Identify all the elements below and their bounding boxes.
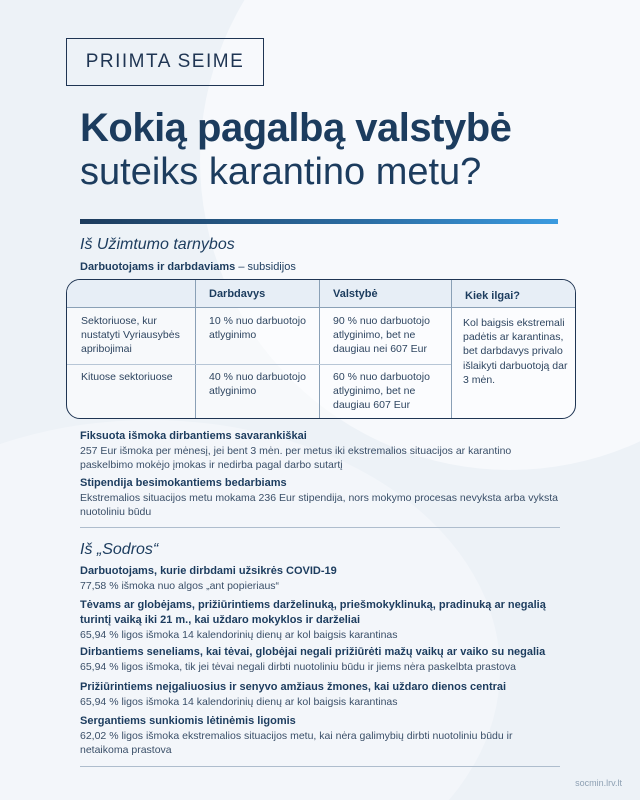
section-heading-employment: Iš Užimtumo tarnybos: [80, 236, 235, 253]
item-text: 65,94 % ligos išmoka 14 kalendorinių dienų ar kol baigsis karantinas: [80, 695, 398, 708]
table-header-duration: Kiek ilgai?: [465, 290, 521, 302]
item-text: 65,94 % ligos išmoka, tik jei tėvai negali dirbti nuotoliniu būdu ir jiems nėra paskelbta prastova: [80, 660, 516, 673]
item-heading: Dirbantiems seneliams, kai tėvai, globėjai negali prižiūrėti mažų vaikų ar vaiko su negalia: [80, 646, 546, 658]
title-line-1: Kokią pagalbą valstybė: [80, 106, 512, 150]
item-heading: Tėvams ar globėjams, prižiūrintiems darželinuką, priešmokyklinuką, pradinuką ar negalią turintį vaiką iki 21 m., kai uždaro mokyklos ir darželiai: [80, 599, 546, 626]
item-text: Ekstremalios situacijos metu mokama 236 Eur stipendija, nors mokymo procesas nevyksta arba vyksta nuotoliniu būdu: [80, 491, 558, 519]
status-badge: PRIIMTA SEIME: [66, 38, 264, 86]
table-header-state: Valstybė: [333, 288, 378, 300]
table-divider: [319, 280, 320, 419]
table-cell-employer: 40 % nuo darbuotojo atlyginimo: [209, 371, 306, 398]
table-row-label: Kituose sektoriuose: [81, 371, 173, 383]
item-heading: Fiksuota išmoka dirbantiems savarankiškai: [80, 430, 307, 442]
table-caption: [80, 261, 296, 273]
table-header-employer: Darbdavys: [209, 288, 266, 300]
item-text: 62,02 % ligos išmoka ekstremalios situacijos metu, kai nėra galimybių dirbti nuotoliniu būdu ir netaikoma prastova: [80, 729, 513, 757]
table-cell-state: 60 % nuo darbuotojo atlyginimo, bet ne daugiau 607 Eur: [333, 371, 430, 412]
item-heading: Prižiūrintiems neįgaliuosius ir senyvo amžiaus žmones, kai uždaro dienos centrai: [80, 681, 507, 693]
section-heading-sodra: Iš „Sodros“: [80, 541, 159, 558]
table-divider: [67, 364, 451, 365]
item-heading: Darbuotojams, kurie dirbdami užsikrės COVID-19: [80, 565, 337, 577]
list-item: [80, 645, 560, 674]
list-item: [80, 476, 560, 519]
item-text: 77,58 % išmoka nuo algos „ant popieriaus“: [80, 579, 280, 592]
table-cell-state: 90 % nuo darbuotojo atlyginimo, bet ne daugiau nei 607 Eur: [333, 315, 430, 356]
list-item: [80, 680, 560, 709]
item-text: 257 Eur išmoka per mėnesį, jei bent 3 mėn. per metus iki ekstremalios situacijos ar karantino paskelbimo mokėjo įmokas ir nedirba pagal darbo sutartį: [80, 444, 512, 472]
table-cell-duration: Kol baigsis ekstremali padėtis ar karantinas, bet darbdavys privalo išlaikyti darbuotoją dar 3 mėn.: [463, 317, 568, 386]
section-divider: [80, 766, 560, 767]
list-item: [80, 429, 560, 472]
item-text: 65,94 % ligos išmoka 14 kalendorinių dienų ar kol baigsis karantinas: [80, 628, 398, 641]
title-line-2: suteiks karantino metu?: [80, 150, 482, 193]
table-divider: [451, 280, 452, 419]
table-row-label: Sektoriuose, kur nustatyti Vyriausybės apribojimai: [81, 315, 180, 356]
title-underline: [80, 219, 558, 224]
item-heading: Stipendija besimokantiems bedarbiams: [80, 477, 287, 489]
footer-url: socmin.lrv.lt: [575, 778, 622, 788]
list-item: [80, 564, 560, 593]
subsidy-table: [66, 279, 576, 419]
table-divider: [195, 280, 196, 419]
table-cell-employer: 10 % nuo darbuotojo atlyginimo: [209, 315, 306, 342]
section-divider: [80, 527, 560, 528]
page-title: [80, 106, 600, 193]
table-caption-rest: – subsidijos: [235, 261, 296, 273]
item-heading: Sergantiems sunkiomis lėtinėmis ligomis: [80, 715, 296, 727]
table-caption-bold: Darbuotojams ir darbdaviams: [80, 261, 236, 273]
list-item: [80, 598, 560, 642]
list-item: [80, 714, 560, 757]
